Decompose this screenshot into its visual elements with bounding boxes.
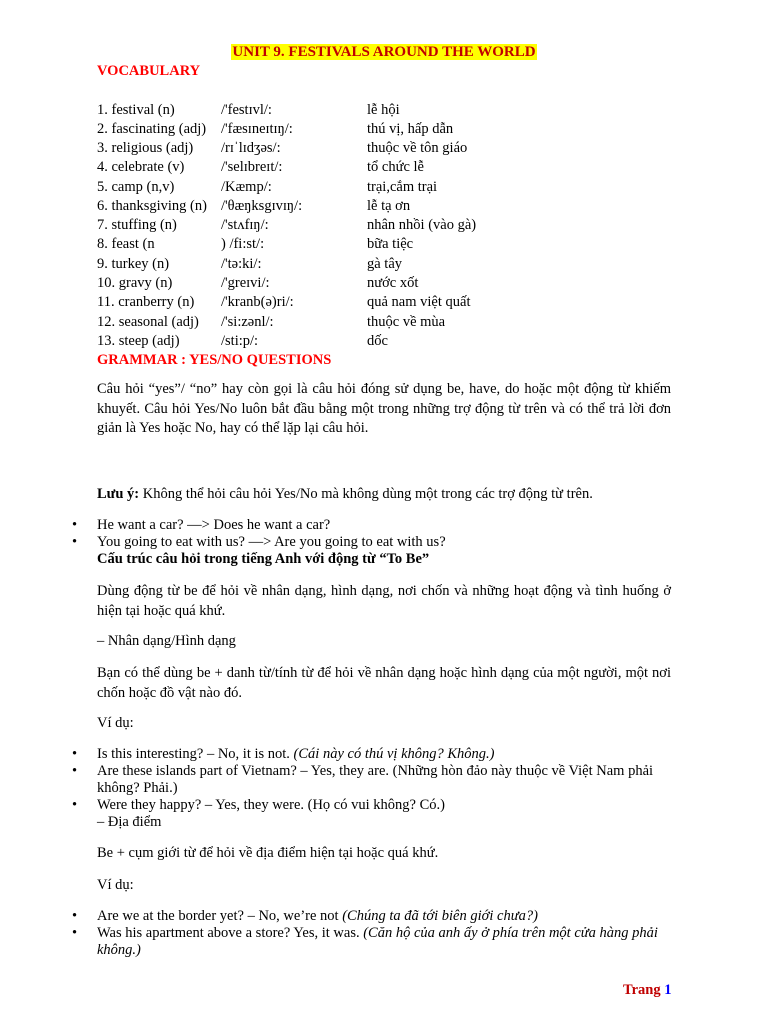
vocab-meaning: nước xốt: [367, 275, 419, 291]
example-text: Is this interesting? – No, it is not.: [97, 746, 294, 762]
example-text: Was his apartment above a store? Yes, it was.: [97, 925, 364, 941]
grammar-heading: GRAMMAR : YES/NO QUESTIONS: [97, 352, 332, 368]
bullet-dot: •: [72, 534, 78, 550]
vocab-ipa: ) /fi:st/:: [221, 236, 265, 252]
list-item: [97, 746, 671, 763]
list-item: He want a car? —> Does he want a car?: [97, 517, 331, 533]
vocab-row: [97, 121, 697, 140]
list-item: You going to eat with us? —> Are you going to eat with us?: [97, 534, 446, 550]
vocab-meaning: bữa tiệc: [367, 236, 414, 252]
example-text: Are we at the border yet? – No, we’re not: [97, 908, 343, 924]
vocab-meaning: quả nam việt quất: [367, 294, 471, 310]
example-translation: (Cái này có thú vị không? Không.): [293, 746, 495, 762]
vocab-ipa: /'selɪbreɪt/:: [221, 159, 283, 175]
vocab-ipa: /'si:zənl/:: [221, 314, 274, 330]
vocab-ipa: /'festɪvl/:: [221, 102, 272, 118]
identity-heading: – Nhân dạng/Hình dạng: [97, 633, 236, 649]
structure-paragraph: Dùng động từ be để hỏi về nhân dạng, hình dạng, nơi chốn và những hoạt động và tình huống ở hiện tại hoặc quá khứ.: [97, 583, 671, 619]
example-label: Ví dụ:: [97, 715, 134, 731]
vocab-ipa: /'fæsɪneɪtɪŋ/:: [221, 121, 293, 137]
vocabulary-heading: VOCABULARY: [97, 63, 201, 79]
example-translation: (Chúng ta đã tới biên giới chưa?): [342, 908, 538, 924]
vocab-row: [97, 256, 697, 275]
vocab-ipa: /'tə:ki/:: [221, 256, 262, 272]
vocab-meaning: thuộc về tôn giáo: [367, 140, 468, 156]
vocab-meaning: lễ tạ ơn: [367, 198, 411, 214]
bullet-dot: •: [72, 746, 78, 762]
vocab-word: 11. cranberry (n): [97, 294, 195, 310]
list-item: [97, 925, 671, 959]
vocab-meaning: dốc: [367, 333, 388, 349]
place-heading: – Địa điểm: [97, 814, 162, 830]
list-item: [97, 763, 671, 797]
vocab-ipa: /Kæmp/:: [221, 179, 272, 195]
intro-paragraph: Câu hỏi “yes”/ “no” hay còn gọi là câu hỏi đóng sử dụng be, have, do hoặc một động từ khiếm khuyết. Câu hỏi Yes/No luôn bắt đầu bằng một trong những trợ động từ trên và có thể trả lời đơn giản là Yes hoặc No, hay có thể lặp lại câu hỏi.: [97, 381, 671, 436]
vocab-meaning: thú vị, hấp dẫn: [367, 121, 454, 137]
vocab-row: [97, 294, 697, 313]
vocab-word: 2. fascinating (adj): [97, 121, 207, 137]
example-label: Ví dụ:: [97, 877, 134, 893]
example-text: Were they happy? – Yes, they were. (Họ có vui không? Có.): [97, 797, 445, 813]
place-paragraph: Be + cụm giới từ để hỏi về địa điểm hiện tại hoặc quá khứ.: [97, 845, 439, 861]
vocab-word: 13. steep (adj): [97, 333, 180, 349]
page-number: 1: [664, 982, 672, 998]
vocab-row: [97, 217, 697, 236]
page-title-text: UNIT 9. FESTIVALS AROUND THE WORLD: [232, 44, 536, 60]
vocab-word: 12. seasonal (adj): [97, 314, 199, 330]
vocab-ipa: /'stʌfɪŋ/:: [221, 217, 269, 233]
vocab-row: [97, 275, 697, 294]
identity-paragraph: Bạn có thể dùng be + danh từ/tính từ để hỏi về nhân dạng hoặc hình dạng của một người, một nơi chốn hoặc đồ vật nào đó.: [97, 665, 671, 701]
vocab-ipa: /'greɪvi/:: [221, 275, 270, 291]
vocab-word: 8. feast (n: [97, 236, 155, 252]
page-footer: [623, 982, 671, 999]
note-label: Lưu ý:: [97, 486, 140, 502]
bullet-dot: •: [72, 908, 78, 924]
vocab-ipa: /'θæŋksgɪvɪŋ/:: [221, 198, 303, 214]
page-label: Trang: [623, 982, 661, 998]
example-text: Are these islands part of Vietnam? – Yes, they are. (Những hòn đảo này thuộc về Việt Nam phải không? Phải.): [97, 763, 654, 796]
vocab-row: [97, 102, 697, 121]
page-title: [0, 43, 768, 61]
vocab-word: 10. gravy (n): [97, 275, 173, 291]
vocab-word: 3. religious (adj): [97, 140, 194, 156]
vocab-ipa: /'kranb(ə)ri/:: [221, 294, 294, 310]
list-item: [97, 797, 671, 814]
vocab-row: [97, 198, 697, 217]
vocab-row: [97, 314, 697, 333]
vocab-row: [97, 140, 697, 159]
vocab-word: 5. camp (n,v): [97, 179, 175, 195]
example-translation: (Căn hộ của anh ấy ở phía trên một cửa hàng phải không.): [97, 925, 658, 958]
structure-heading: Cấu trúc câu hỏi trong tiếng Anh với động từ “To Be”: [97, 551, 430, 567]
bullet-dot: •: [72, 763, 78, 779]
vocab-row: [97, 236, 697, 255]
vocab-ipa: /rɪˈlɪdʒəs/:: [221, 140, 281, 156]
vocab-meaning: thuộc về mùa: [367, 314, 446, 330]
vocab-meaning: tổ chức lễ: [367, 159, 424, 175]
vocab-row: [97, 179, 697, 198]
vocab-row: [97, 333, 697, 352]
bullet-dot: •: [72, 925, 78, 941]
vocab-meaning: lễ hội: [367, 102, 400, 118]
vocab-row: [97, 159, 697, 178]
vocab-word: 7. stuffing (n): [97, 217, 177, 233]
note-text: Không thể hỏi câu hỏi Yes/No mà không dùng một trong các trợ động từ trên.: [139, 486, 593, 502]
vocab-meaning: trại,cắm trại: [367, 179, 438, 195]
vocab-meaning: nhân nhồi (vào gà): [367, 217, 477, 233]
vocab-word: 1. festival (n): [97, 102, 175, 118]
vocab-word: 4. celebrate (v): [97, 159, 185, 175]
bullet-dot: •: [72, 517, 78, 533]
vocab-word: 9. turkey (n): [97, 256, 170, 272]
vocab-meaning: gà tây: [367, 256, 403, 272]
list-item: [97, 908, 671, 925]
bullet-dot: •: [72, 797, 78, 813]
vocab-ipa: /sti:p/:: [221, 333, 259, 349]
vocab-word: 6. thanksgiving (n): [97, 198, 207, 214]
note-line: [97, 486, 593, 503]
